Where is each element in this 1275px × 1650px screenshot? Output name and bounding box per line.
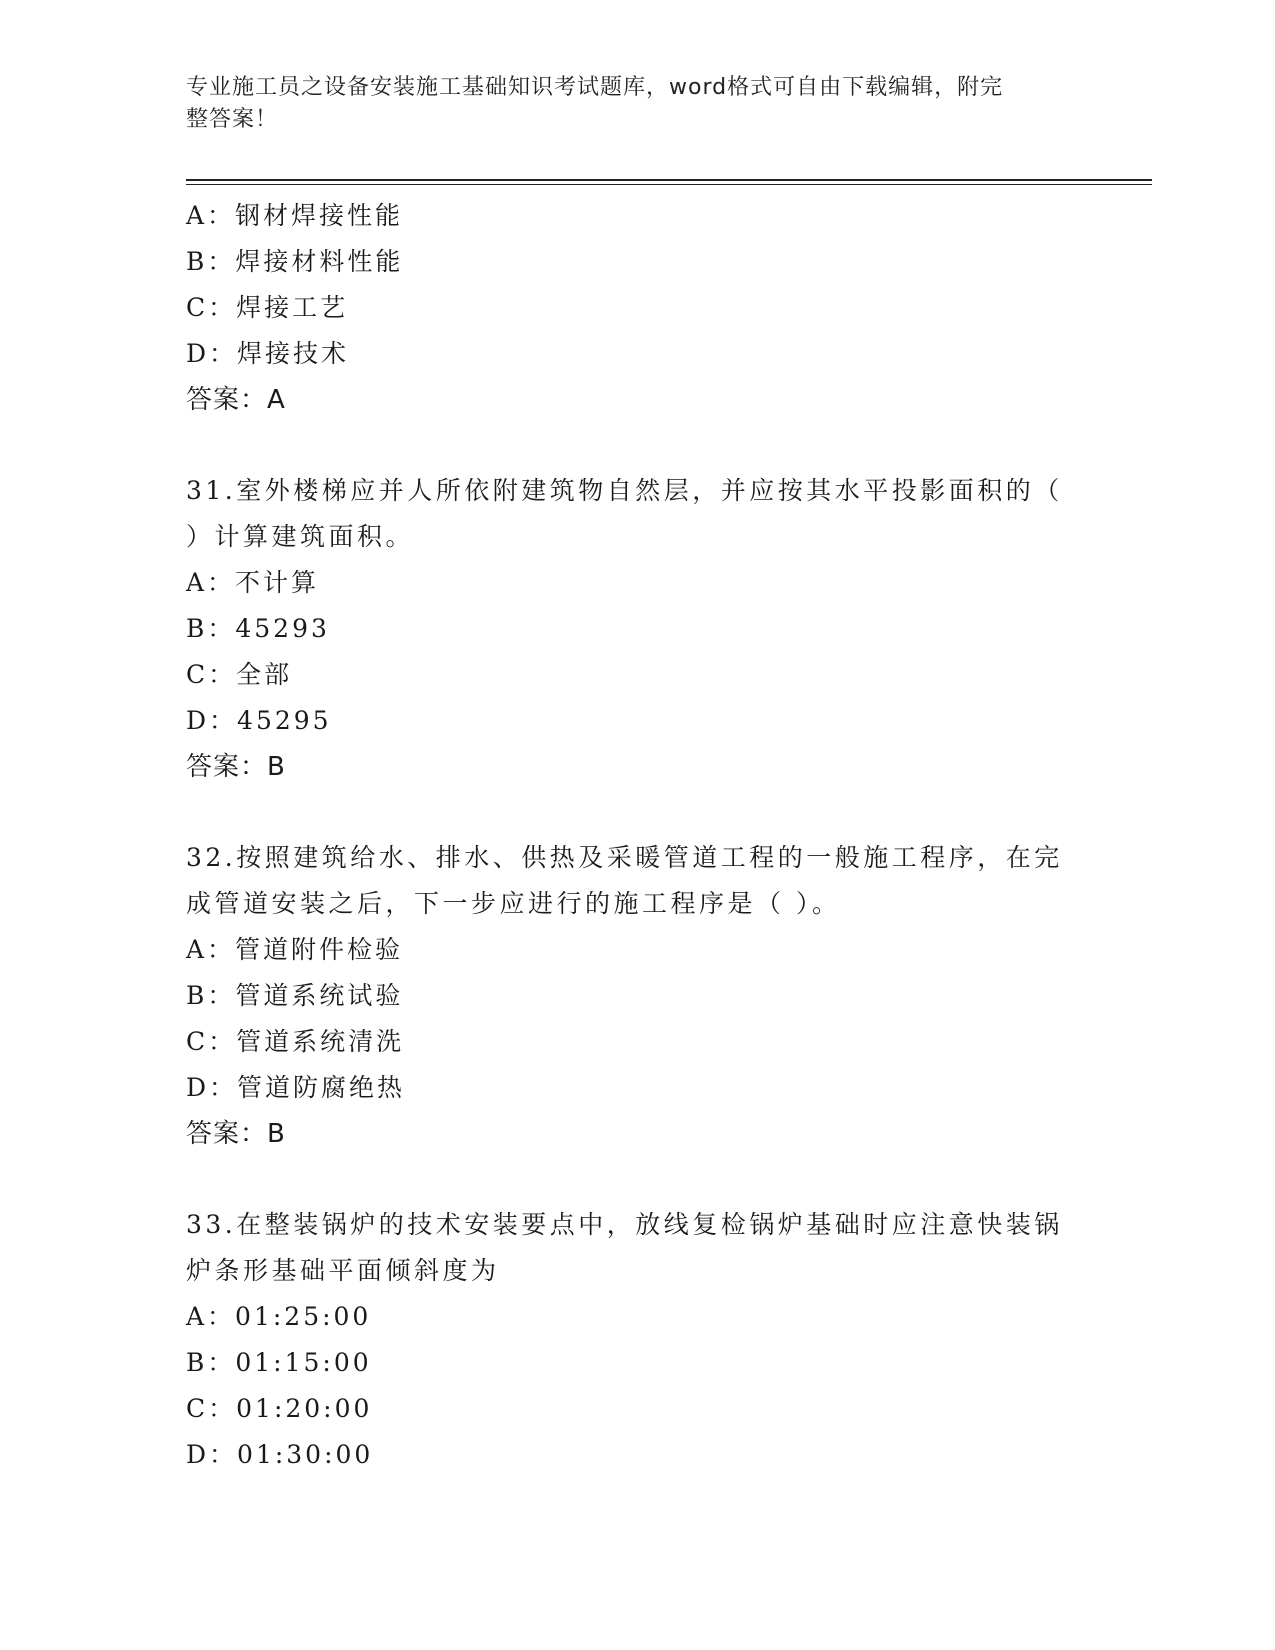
option-c: C：全部 (186, 660, 293, 689)
option-a: A：管道附件检验 (186, 935, 404, 964)
spacer (186, 1157, 1086, 1202)
option-a: A：钢材焊接性能 (186, 201, 404, 230)
option-a: A：01:25:00 (186, 1302, 372, 1331)
question-32 (186, 835, 1086, 1157)
answer-label: 答案：A (186, 385, 286, 415)
option-b: B：管道系统试验 (186, 981, 404, 1010)
header-rule-thick (186, 179, 1152, 181)
header-line-1: 专业施工员之设备安装施工基础知识考试题库，word格式可自由下载编辑，附完 (186, 75, 1004, 100)
question-33 (186, 1202, 1086, 1478)
option-c: C：01:20:00 (186, 1394, 373, 1423)
question-31 (186, 468, 1086, 790)
option-d: D：01:30:00 (186, 1440, 374, 1469)
spacer (186, 423, 1086, 468)
header-line-2: 整答案！ (186, 107, 279, 132)
option-b: B：焊接材料性能 (186, 247, 404, 276)
option-a: A：不计算 (186, 568, 320, 597)
option-b: B：01:15:00 (186, 1348, 372, 1377)
header-rule-thin (186, 184, 1152, 185)
option-d: D：45295 (186, 706, 332, 735)
option-d: D：焊接技术 (186, 339, 350, 368)
option-d: D：管道防腐绝热 (186, 1073, 406, 1102)
option-b: B：45293 (186, 614, 330, 643)
document-header (186, 72, 1066, 136)
answer-label: 答案：B (186, 752, 286, 782)
question-stem: 成管道安装之后，下一步应进行的施工程序是（ ）。 (186, 889, 841, 918)
spacer (186, 790, 1086, 835)
question-stem: 31.室外楼梯应并人所依附建筑物自然层，并应按其水平投影面积的（ (186, 476, 1063, 505)
question-list (186, 193, 1086, 1478)
question-stem: 炉条形基础平面倾斜度为 (186, 1256, 500, 1285)
option-c: C：管道系统清洗 (186, 1027, 405, 1056)
question-stem: 33.在整装锅炉的技术安装要点中，放线复检锅炉基础时应注意快装锅 (186, 1210, 1063, 1239)
question-stem: 32.按照建筑给水、排水、供热及采暖管道工程的一般施工程序，在完 (186, 843, 1063, 872)
answer-label: 答案：B (186, 1119, 286, 1149)
question-30 (186, 193, 1086, 423)
option-c: C：焊接工艺 (186, 293, 349, 322)
question-stem: ）计算建筑面积。 (186, 522, 415, 551)
